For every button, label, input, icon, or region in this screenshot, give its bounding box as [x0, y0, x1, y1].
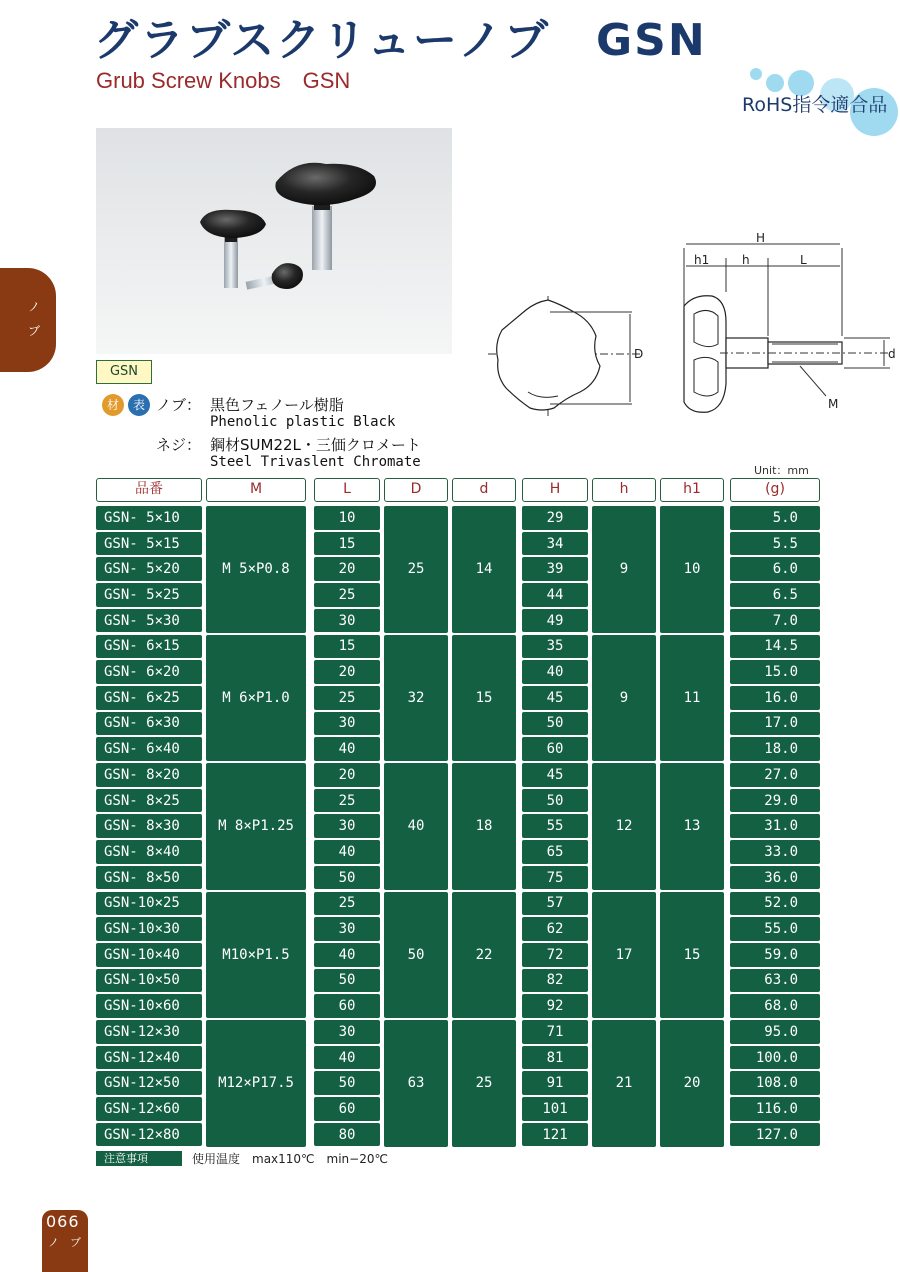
table-cell-L: 30: [314, 814, 380, 838]
knob-label: ノブ：: [156, 396, 202, 414]
table-cell-g: 29.0: [730, 789, 820, 813]
table-cell-H: 49: [522, 609, 588, 633]
table-cell-part: GSN-12×50: [96, 1071, 202, 1095]
table-cell-L: 20: [314, 763, 380, 787]
page-kana: ノ ブ: [48, 1236, 81, 1249]
table-cell-L: 80: [314, 1123, 380, 1147]
table-cell-L: 50: [314, 969, 380, 993]
table-group-cell-d: 14: [452, 506, 516, 633]
knob-material-en: Phenolic plastic Black: [210, 414, 396, 430]
series-badge: GSN: [96, 360, 152, 384]
page-number: 066: [46, 1212, 80, 1231]
table-cell-part: GSN-12×30: [96, 1020, 202, 1044]
table-group-cell-h1: 11: [660, 635, 724, 762]
table-cell-H: 50: [522, 789, 588, 813]
page-subtitle: Grub Screw Knobs GSN: [96, 68, 351, 93]
table-header-M: M: [206, 478, 306, 502]
table-cell-g: 36.0: [730, 866, 820, 890]
table-cell-H: 91: [522, 1071, 588, 1095]
screw-label: ネジ：: [156, 436, 202, 454]
table-group-cell-h1: 15: [660, 892, 724, 1019]
table-group-cell-h: 9: [592, 635, 656, 762]
table-cell-part: GSN- 5×20: [96, 557, 202, 581]
table-cell-H: 81: [522, 1046, 588, 1070]
table-group-cell-h1: 10: [660, 506, 724, 633]
table-cell-part: GSN- 5×15: [96, 532, 202, 556]
table-group-cell-h: 9: [592, 506, 656, 633]
table-cell-part: GSN-10×60: [96, 994, 202, 1018]
table-group-cell-d: 15: [452, 635, 516, 762]
table-cell-H: 121: [522, 1123, 588, 1147]
table-cell-L: 40: [314, 737, 380, 761]
table-cell-H: 44: [522, 583, 588, 607]
table-group-cell-h: 12: [592, 763, 656, 890]
page-number-tab: [42, 1210, 88, 1272]
rohs-text: RoHS指令適合品: [742, 94, 888, 116]
table-cell-part: GSN- 6×25: [96, 686, 202, 710]
dim-label-h: h: [742, 253, 750, 267]
table-cell-part: GSN- 8×25: [96, 789, 202, 813]
table-cell-g: 27.0: [730, 763, 820, 787]
table-cell-g: 5.5: [730, 532, 820, 556]
table-cell-g: 108.0: [730, 1071, 820, 1095]
table-cell-g: 16.0: [730, 686, 820, 710]
table-group-cell-M: M12×P17.5: [206, 1020, 306, 1147]
table-cell-part: GSN- 8×20: [96, 763, 202, 787]
table-cell-H: 40: [522, 660, 588, 684]
table-cell-L: 25: [314, 789, 380, 813]
table-cell-part: GSN-10×40: [96, 943, 202, 967]
table-cell-H: 75: [522, 866, 588, 890]
table-cell-H: 71: [522, 1020, 588, 1044]
table-group-cell-D: 25: [384, 506, 448, 633]
table-cell-H: 34: [522, 532, 588, 556]
table-cell-part: GSN-10×30: [96, 917, 202, 941]
knob-material-jp: 黒色フェノール樹脂: [210, 396, 344, 414]
dim-label-H: H: [756, 232, 766, 245]
side-tab-char-1: ノ: [28, 300, 41, 314]
table-cell-part: GSN- 6×30: [96, 712, 202, 736]
table-cell-part: GSN- 5×30: [96, 609, 202, 633]
table-cell-H: 35: [522, 635, 588, 659]
table-cell-g: 14.5: [730, 635, 820, 659]
rohs-badge: [700, 64, 900, 144]
table-header-H: H: [522, 478, 588, 502]
table-cell-g: 95.0: [730, 1020, 820, 1044]
table-cell-L: 25: [314, 583, 380, 607]
table-cell-H: 62: [522, 917, 588, 941]
page-title: グラブスクリューノブ GSN: [94, 15, 707, 66]
screw-material-en: Steel Trivaslent Chromate: [210, 454, 421, 470]
table-cell-g: 55.0: [730, 917, 820, 941]
table-cell-L: 30: [314, 712, 380, 736]
table-cell-g: 15.0: [730, 660, 820, 684]
table-cell-L: 25: [314, 686, 380, 710]
table-header-d: d: [452, 478, 516, 502]
table-cell-g: 7.0: [730, 609, 820, 633]
table-group-cell-D: 40: [384, 763, 448, 890]
table-cell-L: 25: [314, 892, 380, 916]
table-group-cell-D: 63: [384, 1020, 448, 1147]
table-cell-H: 39: [522, 557, 588, 581]
dim-label-h1: h1: [694, 253, 710, 267]
table-cell-H: 29: [522, 506, 588, 530]
dim-label-d: d: [888, 347, 896, 361]
table-cell-L: 15: [314, 532, 380, 556]
table-cell-H: 82: [522, 969, 588, 993]
table-cell-g: 17.0: [730, 712, 820, 736]
table-cell-g: 59.0: [730, 943, 820, 967]
table-header-h1: h1: [660, 478, 724, 502]
table-group-cell-d: 22: [452, 892, 516, 1019]
table-cell-L: 40: [314, 1046, 380, 1070]
screw-material-jp: 鋼材SUM22L・三価クロメート: [210, 436, 421, 454]
table-cell-part: GSN-12×80: [96, 1123, 202, 1147]
table-cell-g: 68.0: [730, 994, 820, 1018]
note-text: 使用温度 max110℃ min−20℃: [192, 1152, 388, 1166]
table-cell-part: GSN-10×25: [96, 892, 202, 916]
surface-icon: 表: [128, 394, 150, 416]
table-cell-H: 65: [522, 840, 588, 864]
material-icon: 材: [102, 394, 124, 416]
table-cell-H: 45: [522, 763, 588, 787]
table-header-L: L: [314, 478, 380, 502]
table-cell-g: 5.0: [730, 506, 820, 530]
table-cell-g: 6.5: [730, 583, 820, 607]
table-cell-L: 20: [314, 557, 380, 581]
table-cell-H: 55: [522, 814, 588, 838]
table-group-cell-D: 50: [384, 892, 448, 1019]
dim-label-L: L: [800, 253, 807, 267]
table-group-cell-D: 32: [384, 635, 448, 762]
dimension-diagram: [480, 232, 900, 422]
table-cell-L: 15: [314, 635, 380, 659]
table-group-cell-d: 25: [452, 1020, 516, 1147]
spec-table: [96, 478, 820, 1146]
table-cell-part: GSN- 8×40: [96, 840, 202, 864]
table-cell-L: 30: [314, 917, 380, 941]
table-cell-L: 30: [314, 609, 380, 633]
table-cell-part: GSN- 6×20: [96, 660, 202, 684]
table-cell-g: 100.0: [730, 1046, 820, 1070]
table-cell-H: 92: [522, 994, 588, 1018]
product-photo: [96, 128, 452, 354]
table-cell-L: 60: [314, 1097, 380, 1121]
table-cell-L: 50: [314, 866, 380, 890]
table-cell-g: 63.0: [730, 969, 820, 993]
table-cell-H: 45: [522, 686, 588, 710]
table-cell-part: GSN- 8×30: [96, 814, 202, 838]
table-header-h: h: [592, 478, 656, 502]
table-cell-g: 127.0: [730, 1123, 820, 1147]
table-cell-part: GSN- 5×25: [96, 583, 202, 607]
table-cell-H: 50: [522, 712, 588, 736]
table-cell-H: 60: [522, 737, 588, 761]
table-cell-part: GSN- 5×10: [96, 506, 202, 530]
table-group-cell-M: M 8×P1.25: [206, 763, 306, 890]
table-cell-part: GSN-12×40: [96, 1046, 202, 1070]
side-tab: [0, 268, 56, 372]
unit-label: Unit：mm: [754, 464, 809, 477]
table-cell-part: GSN- 6×15: [96, 635, 202, 659]
table-cell-part: GSN- 6×40: [96, 737, 202, 761]
table-cell-H: 57: [522, 892, 588, 916]
table-group-cell-M: M 5×P0.8: [206, 506, 306, 633]
table-cell-part: GSN-10×50: [96, 969, 202, 993]
table-cell-H: 101: [522, 1097, 588, 1121]
table-group-cell-h: 17: [592, 892, 656, 1019]
table-cell-g: 52.0: [730, 892, 820, 916]
table-cell-L: 10: [314, 506, 380, 530]
table-cell-L: 40: [314, 840, 380, 864]
dim-label-D: D: [634, 347, 644, 361]
table-group-cell-M: M 6×P1.0: [206, 635, 306, 762]
table-cell-L: 30: [314, 1020, 380, 1044]
table-group-cell-h1: 20: [660, 1020, 724, 1147]
table-group-cell-M: M10×P1.5: [206, 892, 306, 1019]
table-group-cell-h1: 13: [660, 763, 724, 890]
side-tab-char-2: ブ: [28, 324, 41, 338]
table-header-g: (g): [730, 478, 820, 502]
table-cell-g: 31.0: [730, 814, 820, 838]
table-cell-L: 60: [314, 994, 380, 1018]
note-label: 注意事項: [96, 1151, 182, 1166]
table-cell-H: 72: [522, 943, 588, 967]
table-cell-part: GSN-12×60: [96, 1097, 202, 1121]
dim-label-M: M: [828, 397, 839, 411]
table-cell-L: 40: [314, 943, 380, 967]
table-cell-L: 50: [314, 1071, 380, 1095]
table-cell-g: 116.0: [730, 1097, 820, 1121]
table-header-part: 品番: [96, 478, 202, 502]
table-cell-g: 33.0: [730, 840, 820, 864]
table-cell-g: 6.0: [730, 557, 820, 581]
table-group-cell-h: 21: [592, 1020, 656, 1147]
table-cell-part: GSN- 8×50: [96, 866, 202, 890]
table-header-D: D: [384, 478, 448, 502]
table-cell-L: 20: [314, 660, 380, 684]
table-cell-g: 18.0: [730, 737, 820, 761]
table-group-cell-d: 18: [452, 763, 516, 890]
